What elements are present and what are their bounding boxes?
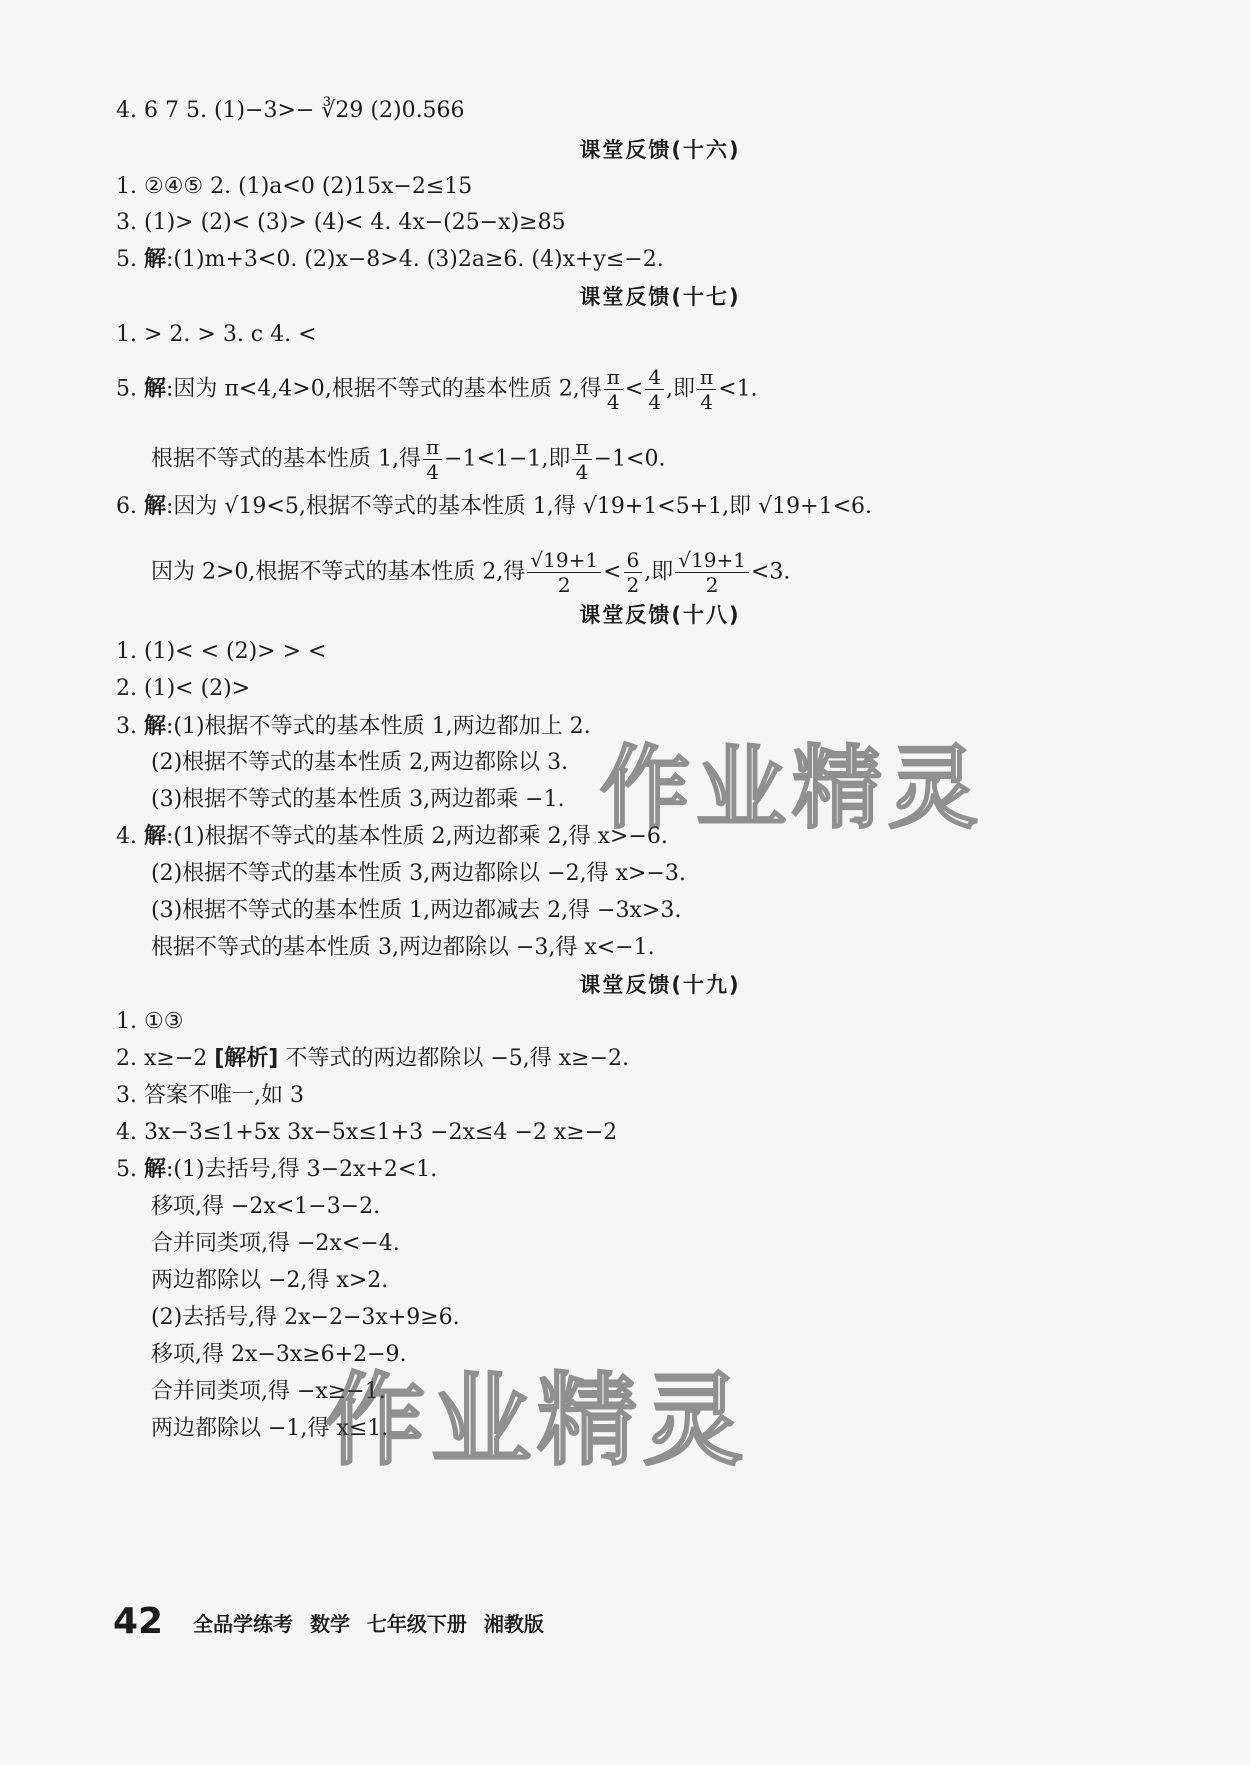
denominator: 4 [606, 390, 620, 414]
fraction [624, 548, 643, 597]
answer-line: (3)根据不等式的基本性质 3,两边都乘 −1. [151, 787, 565, 812]
answer-line: 3. (1)> (2)< (3)> (4)< 4. 4x−(25−x)≥85 [116, 210, 566, 235]
answer-line: 移项,得 2x−3x≥6+2−9. [151, 1342, 407, 1367]
page-number: 42 [113, 1601, 164, 1642]
solution-label: 解 [144, 714, 167, 739]
denominator: 2 [626, 573, 640, 597]
answer-line: 1. > 2. > 3. c 4. < [116, 322, 317, 347]
fraction [423, 435, 442, 484]
answer-text: :因为 √19<5,根据不等式的基本性质 1,得 √19+1<5+1,即 √19+1<6. [166, 494, 872, 519]
answer-text: :因为 π<4,4>0,根据不等式的基本性质 2,得 [166, 376, 602, 402]
answer-line: 4. 3x−3≤1+5x 3x−5x≤1+3 −2x≤4 −2 x≥−2 [116, 1120, 618, 1145]
section-heading-16: 课堂反馈(十六) [579, 138, 741, 162]
numerator: 6 [624, 548, 643, 573]
answer-line: 移项,得 −2x<1−3−2. [151, 1194, 381, 1219]
answer-text: :(1)根据不等式的基本性质 1,两边都加上 2. [166, 714, 591, 739]
fraction [675, 548, 749, 597]
section-heading-19: 课堂反馈(十九) [579, 973, 741, 997]
answer-text: 2. x≥−2 [116, 1046, 215, 1071]
answer-line: 合并同类项,得 −2x<−4. [151, 1231, 400, 1256]
fraction [572, 435, 591, 484]
numerator: π [423, 435, 442, 460]
item-number: 3. [116, 714, 137, 739]
answer-line [116, 822, 668, 852]
answer-text: 根据不等式的基本性质 1,得 [151, 446, 421, 472]
watermark: 作业精灵 [600, 736, 984, 841]
answer-line [116, 1155, 437, 1185]
solution-label: 解 [144, 824, 167, 849]
answer-text: <3. [750, 559, 791, 585]
answer-text: −1<1−1,即 [444, 446, 571, 472]
answer-line: 两边都除以 −2,得 x>2. [151, 1268, 389, 1293]
answer-line: 1. ②④⑤ 2. (1)a<0 (2)15x−2≤15 [116, 174, 473, 199]
answer-line [116, 245, 664, 275]
denominator: 4 [575, 460, 589, 484]
answer-text: −1<0. [593, 446, 666, 472]
answer-line [116, 1044, 629, 1074]
answer-line: 根据不等式的基本性质 3,两边都除以 −3,得 x<−1. [151, 935, 655, 960]
answer-text: < [603, 559, 622, 585]
answer-line: (2)根据不等式的基本性质 2,两边都除以 3. [151, 750, 569, 775]
answer-line: (3)根据不等式的基本性质 1,两边都减去 2,得 −3x>3. [151, 898, 682, 923]
answer-text: < [624, 376, 644, 402]
numerator: π [697, 365, 716, 390]
answer-line: (2)去括号,得 2x−2−3x+9≥6. [151, 1305, 460, 1330]
denominator: 2 [705, 573, 719, 597]
denominator: 4 [426, 460, 439, 484]
solution-label: 解 [144, 1157, 167, 1182]
numerator: 4 [645, 365, 664, 390]
answer-text: ,即 [666, 376, 696, 402]
answer-line: 两边都除以 −1,得 x≤1. [151, 1416, 389, 1441]
answer-line [151, 548, 790, 597]
denominator: 4 [648, 390, 662, 414]
item-number: 5. [116, 247, 137, 272]
answer-line [116, 492, 872, 522]
answer-line: 2. (1)< (2)> [116, 676, 251, 701]
denominator: 2 [557, 573, 571, 597]
numerator: √19+1 [675, 548, 749, 573]
answer-line: 合并同类项,得 −x≥−1. [151, 1379, 386, 1404]
answer-line [116, 712, 591, 742]
item-number: 4. [116, 824, 137, 849]
item-number: 5. [116, 1157, 137, 1182]
answer-text: ,即 [644, 559, 674, 585]
fraction [527, 548, 601, 597]
book-title: 全品学练考 数学 七年级下册 湘教版 [193, 1612, 544, 1636]
solution-label: 解 [144, 376, 167, 402]
answer-line: 3. 答案不唯一,如 3 [116, 1083, 304, 1108]
answer-line [116, 365, 758, 414]
answer-text: :(1)根据不等式的基本性质 2,两边都乘 2,得 x>−6. [166, 824, 668, 849]
section-heading-17: 课堂反馈(十七) [579, 285, 741, 309]
answer-text: 因为 2>0,根据不等式的基本性质 2,得 [151, 559, 526, 585]
answer-line: 1. (1)< < (2)> > < [116, 639, 327, 664]
watermark: 作业精灵 [325, 1362, 749, 1479]
fraction [697, 365, 716, 414]
answer-line: (2)根据不等式的基本性质 3,两边都除以 −2,得 x>−3. [151, 861, 686, 886]
denominator: 4 [700, 390, 713, 414]
answer-text: :(1)去括号,得 3−2x+2<1. [166, 1157, 438, 1182]
section-heading-18: 课堂反馈(十八) [579, 603, 741, 627]
fraction [645, 365, 664, 414]
numerator: π [604, 365, 623, 390]
answer-line [151, 435, 665, 484]
numerator: π [572, 435, 591, 460]
analysis-label: [解析] [214, 1046, 279, 1071]
answer-text: :(1)m+3<0. (2)x−8>4. (3)2a≥6. (4)x+y≤−2. [166, 247, 664, 272]
item-number: 5. [116, 376, 137, 402]
answer-line: 1. ①③ [116, 1009, 184, 1034]
numerator: √19+1 [527, 548, 601, 573]
answer-text: 不等式的两边都除以 −5,得 x≥−2. [278, 1046, 630, 1071]
answer-line: 4. 6 7 5. (1)−3>− ∛29 (2)0.566 [116, 98, 465, 123]
solution-label: 解 [144, 494, 167, 519]
answer-text: <1. [718, 376, 758, 402]
fraction [604, 365, 623, 414]
solution-label: 解 [144, 247, 167, 272]
item-number: 6. [116, 494, 137, 519]
